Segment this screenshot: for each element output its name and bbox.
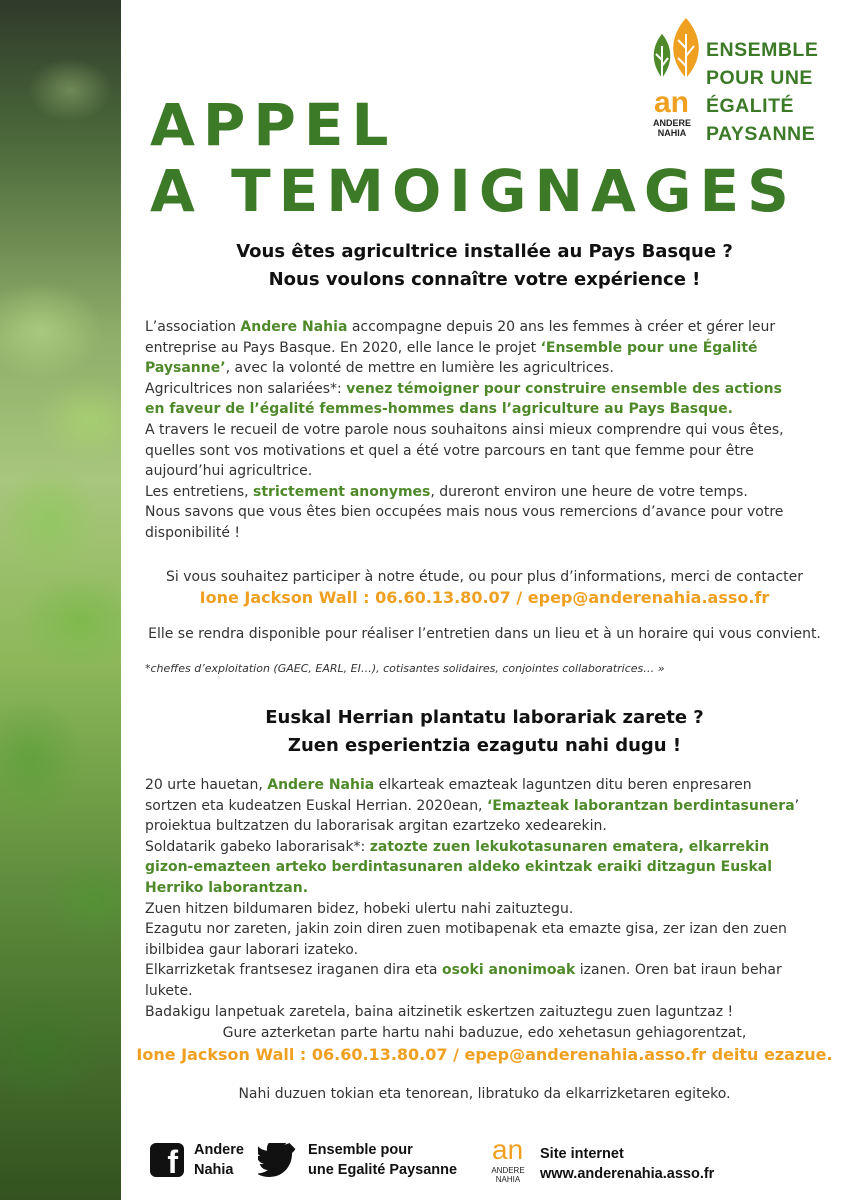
- page-title: APPEL A TEMOIGNAGES: [150, 91, 797, 225]
- eu-contact-info[interactable]: Ione Jackson Wall : 06.60.13.80.07 / epep@anderenahia.asso.fr deitu ezazue.: [136, 1045, 833, 1064]
- site-label: Site internet: [540, 1146, 624, 1162]
- logo-text: ENSEMBLE POUR UNE ÉGALITÉ PAYSANNE: [706, 39, 819, 145]
- eu-paragraph-1: 20 urte hauetan, Andere Nahia elkarteak emazteak laguntzen ditu beren enpresaren sortzen eta kudeatzen Euskal Herrian. 2020ean, ‘Emazteak laborantzan berdintasunera’ proiektua bultzatzen du laborarisak argitan ezartzeko xedearekin.: [145, 777, 800, 835]
- website-link[interactable]: [484, 1134, 715, 1188]
- eu-paragraph-6: Badakigu lanpetuak zaretela, baina aitzinetik eskertzen zaituztegu zuen laguntzaz !: [145, 1003, 734, 1020]
- eu-paragraph-3: Zuen hitzen bildumaren bidez, hobeki ulertu nahi zaituztegu.: [145, 900, 574, 917]
- facebook-link[interactable]: f Andere Nahia: [150, 1140, 244, 1180]
- eu-availability: Nahi duzuen tokian eta tenorean, libratuko da elkarrizketaren egiteko.: [238, 1086, 731, 1102]
- fr-body: [145, 317, 805, 544]
- eu-heading: Euskal Herrian plantatu laborariak zarete ? Zuen esperientzia ezagutu nahi dugu !: [265, 707, 704, 756]
- fr-availability: Elle se rendra disponible pour réaliser l’entretien dans un lieu et à un horaire qui vous convient.: [148, 626, 821, 642]
- fr-paragraph-2: Agricultrices non salariées*: venez témoigner pour construire ensemble des actions en faveur de l’égalité femmes-hommes dans l’agriculture au Pays Basque.: [145, 380, 782, 418]
- fr-paragraph-4: Les entretiens, strictement anonymes, dureront environ une heure de votre temps.: [145, 483, 748, 500]
- eu-paragraph-5: Elkarrizketak frantsesez iraganen dira eta osoki anonimoak izanen. Oren bat iraun behar lukete.: [145, 962, 782, 999]
- andere-nahia-logo-icon: an ANDERE NAHIA: [491, 1134, 525, 1184]
- andere-nahia-logo-icon: an: [654, 86, 690, 119]
- tree-icon: [648, 16, 708, 96]
- twitter-icon: [258, 1143, 298, 1177]
- fr-paragraph-5: Nous savons que vous êtes bien occupées mais nous vous remercions d’avance pour votre disponibilité !: [145, 504, 784, 541]
- facebook-icon: f: [150, 1143, 184, 1177]
- logo-org-name: ANDERE NAHIA: [652, 118, 691, 138]
- eu-body: [145, 775, 805, 1022]
- fr-paragraph-1: L’association Andere Nahia accompagne depuis 20 ans les femmes à créer et gérer leur entreprise au Pays Basque. En 2020, elle lance le projet ‘Ensemble pour une Égalité Paysanne’, avec la volonté de mettre en lumière les agricultrices.: [145, 319, 776, 377]
- fr-contact-info[interactable]: Ione Jackson Wall : 06.60.13.80.07 / epep@anderenahia.asso.fr: [199, 588, 770, 607]
- site-url: www.anderenahia.asso.fr: [540, 1166, 715, 1182]
- eu-contact-intro: Gure azterketan parte hartu nahi baduzue, edo xehetasun gehiagorentzat,: [222, 1025, 747, 1041]
- eu-paragraph-4: Ezagutu nor zareten, jakin zoin diren zuen motibapenak eta emazte gisa, zer izan den zuen ibilbidea gaur laborari izateko.: [145, 921, 787, 958]
- seedlings-photo: [0, 0, 121, 1200]
- eu-paragraph-2: Soldatarik gabeko laborarisak*: zatozte zuen lekukotasunaren ematera, elkarrekin gizon-emazteen arteko berdintasunaren aldeko ekintzak eraiki ditzagun Euskal Herriko laborantzan.: [145, 838, 773, 896]
- fr-heading: Vous êtes agricultrice installée au Pays Basque ? Nous voulons connaître votre expérience !: [236, 241, 733, 290]
- fr-contact-intro: Si vous souhaitez participer à notre étude, ou pour plus d’informations, merci de contacter: [166, 569, 803, 585]
- fr-paragraph-3: A travers le recueil de votre parole nous souhaitons ainsi mieux comprendre qui vous êtes, quelles sont vos motivations et quel a été votre parcours en tant que femme pour être aujourd’hui agricultrice.: [145, 421, 784, 480]
- fr-footnote: *cheffes d’exploitation (GAEC, EARL, EI…), cotisantes solidaires, conjointes collaboratrices… »: [145, 662, 665, 675]
- twitter-link[interactable]: Ensemble pour une Egalité Paysanne: [258, 1140, 457, 1180]
